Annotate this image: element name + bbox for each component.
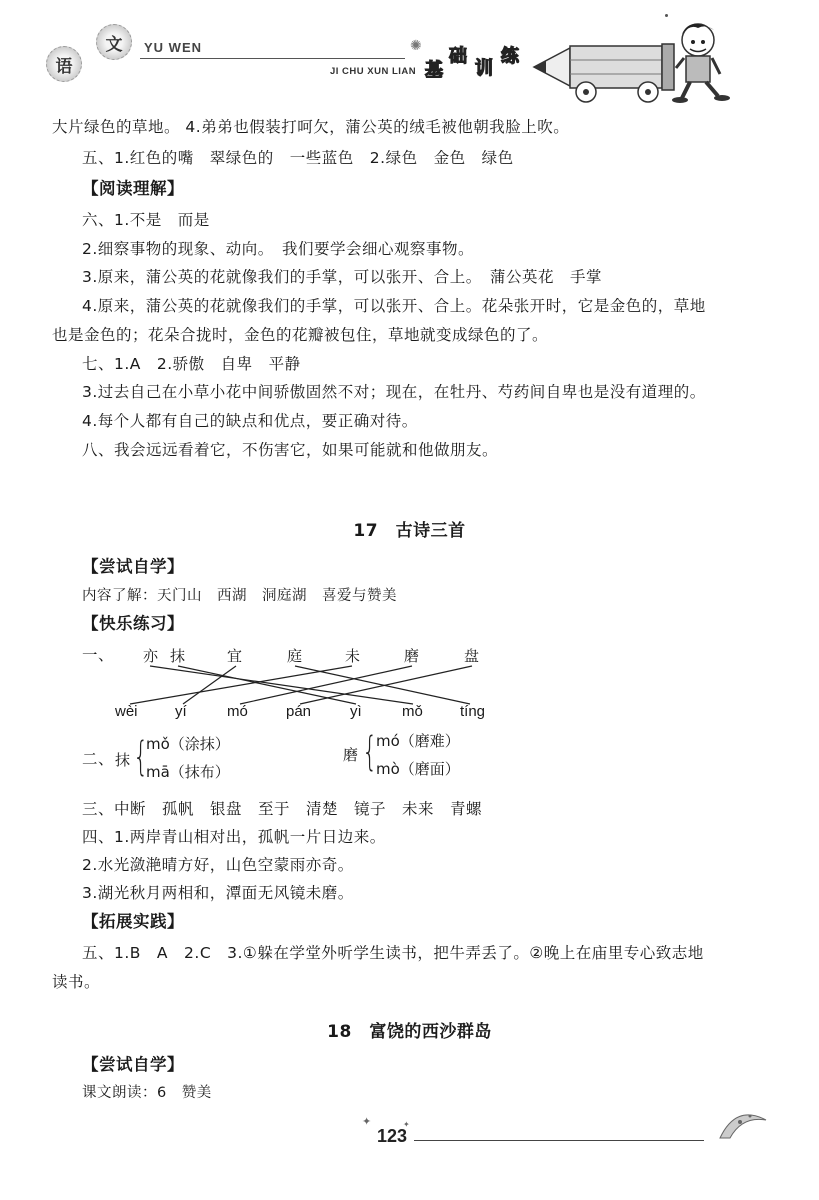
header-star: ✺ — [410, 38, 422, 54]
header-series-pinyin: JI CHU XUN LIAN — [330, 66, 417, 77]
match-char-1: 亦 — [143, 647, 159, 665]
series-char-3: 训 — [475, 58, 493, 79]
q5-answer-2: 读书。 — [52, 973, 101, 991]
footer-star-1: ✦ — [362, 1115, 372, 1128]
answer-line-5: 2.细察事物的现象、动向。 我们要学会细心观察事物。 — [82, 240, 475, 258]
page-number: 123 — [377, 1126, 408, 1146]
match-char-4: 庭 — [287, 647, 303, 665]
match-line-5 — [130, 666, 352, 704]
q2-label: 二、 — [82, 750, 115, 768]
q2-b2: mò（磨面） — [376, 760, 460, 778]
q4-answer-1: 四、1.两岸青山相对出，孤帆一片日边来。 — [82, 828, 386, 846]
match-char-7: 盘 — [464, 647, 480, 665]
q2-brace-b: { — [362, 729, 378, 775]
q5-answer-1: 五、1.B A 2.C 3.①躲在学堂外听学生读书，把牛弄丢了。②晚上在庙里专心致志地 — [82, 944, 704, 962]
answer-line-1: 大片绿色的草地。 4.弟弟也假装打呵欠，蒲公英的绒毛被他朝我脸上吹。 — [52, 118, 570, 136]
q4-answer-3: 3.湖光秋月两相和，潭面无风镜未磨。 — [82, 884, 354, 902]
lesson-18-content: 课文朗读：6 赞美 — [82, 1085, 212, 1101]
match-pinyin-4: pán — [286, 703, 312, 720]
header-char-1: 语 — [55, 56, 73, 77]
lesson-17-content: 内容了解：天门山 西湖 洞庭湖 喜爱与赞美 — [82, 588, 397, 604]
answer-line-7: 4.原来，蒲公英的花就像我们的手掌，可以张开、合上。花朵张开时，它是金色的，草地 — [82, 297, 706, 315]
q2-char-a: 抹 — [115, 751, 131, 769]
match-char-3: 宜 — [227, 647, 243, 665]
match-pinyin-7: tíng — [460, 703, 486, 720]
match-pinyin-5: yì — [350, 703, 362, 720]
q4-answer-2: 2.水光潋滟晴方好，山色空蒙雨亦奇。 — [82, 856, 354, 874]
q3-answer: 三、中断 孤帆 银盘 至于 清楚 镜子 未来 青螺 — [82, 800, 483, 818]
match-pinyin-3: mó — [227, 703, 248, 720]
header-brand-en: YU WEN — [144, 40, 202, 55]
lesson-17-heading-extension: 【拓展实践】 — [82, 912, 184, 931]
match-pinyin-1: wèi — [115, 703, 138, 720]
q2-a1: mǒ（涂抹） — [146, 735, 230, 753]
lesson-18-title: 18 富饶的西沙群岛 — [327, 1022, 492, 1042]
q2-a2: mā（抹布） — [146, 763, 230, 781]
q2-b1: mó（磨难） — [376, 732, 460, 750]
q1-label: 一、 — [82, 646, 115, 664]
section-heading-reading: 【阅读理解】 — [82, 179, 184, 198]
answer-line-10: 3.过去自己在小草小花中间骄傲固然不对；现在，在牡丹、芍药间自卑也是没有道理的。 — [82, 383, 706, 401]
match-line-1 — [150, 666, 413, 704]
match-char-5: 未 — [345, 647, 361, 665]
series-char-2: 础 — [449, 46, 467, 67]
match-pinyin-6: mǒ — [402, 703, 423, 720]
answer-line-2: 五、1.红色的嘴 翠绿色的 一些蓝色 2.绿色 金色 绿色 — [82, 149, 514, 167]
lesson-17-heading-self-study: 【尝试自学】 — [82, 557, 184, 576]
q2-char-b: 磨 — [343, 746, 359, 764]
match-pinyin-2: yí — [175, 703, 187, 720]
series-char-4: 练 — [501, 46, 519, 67]
answer-line-9: 七、1.A 2.骄傲 自卑 平静 — [82, 355, 301, 373]
series-char-1: 基 — [425, 60, 443, 81]
lesson-17-heading-practice: 【快乐练习】 — [82, 614, 184, 633]
answer-line-12: 八、我会远远看着它，不伤害它，如果可能就和他做朋友。 — [82, 441, 499, 459]
footer-moon-decoration-icon — [700, 1100, 770, 1145]
answer-line-4: 六、1.不是 而是 — [82, 211, 210, 229]
footer-rule — [414, 1140, 704, 1141]
header-char-2: 文 — [105, 34, 123, 55]
answer-line-8: 也是金色的；花朵合拢时，金色的花瓣被包住，草地就变成绿色的了。 — [52, 326, 549, 344]
lesson-17-title: 17 古诗三首 — [353, 521, 466, 541]
answer-line-11: 4.每个人都有自己的缺点和优点，要正确对待。 — [82, 412, 418, 430]
match-char-2: 抹 — [170, 647, 186, 665]
footer-star-2: ✦ — [403, 1120, 410, 1129]
match-char-6: 磨 — [404, 647, 420, 665]
answer-line-6: 3.原来，蒲公英的花就像我们的手掌，可以张开、合上。 蒲公英花 手掌 — [82, 268, 603, 286]
q2-brace-a: { — [133, 734, 149, 780]
lesson-18-heading-self-study: 【尝试自学】 — [82, 1055, 184, 1074]
